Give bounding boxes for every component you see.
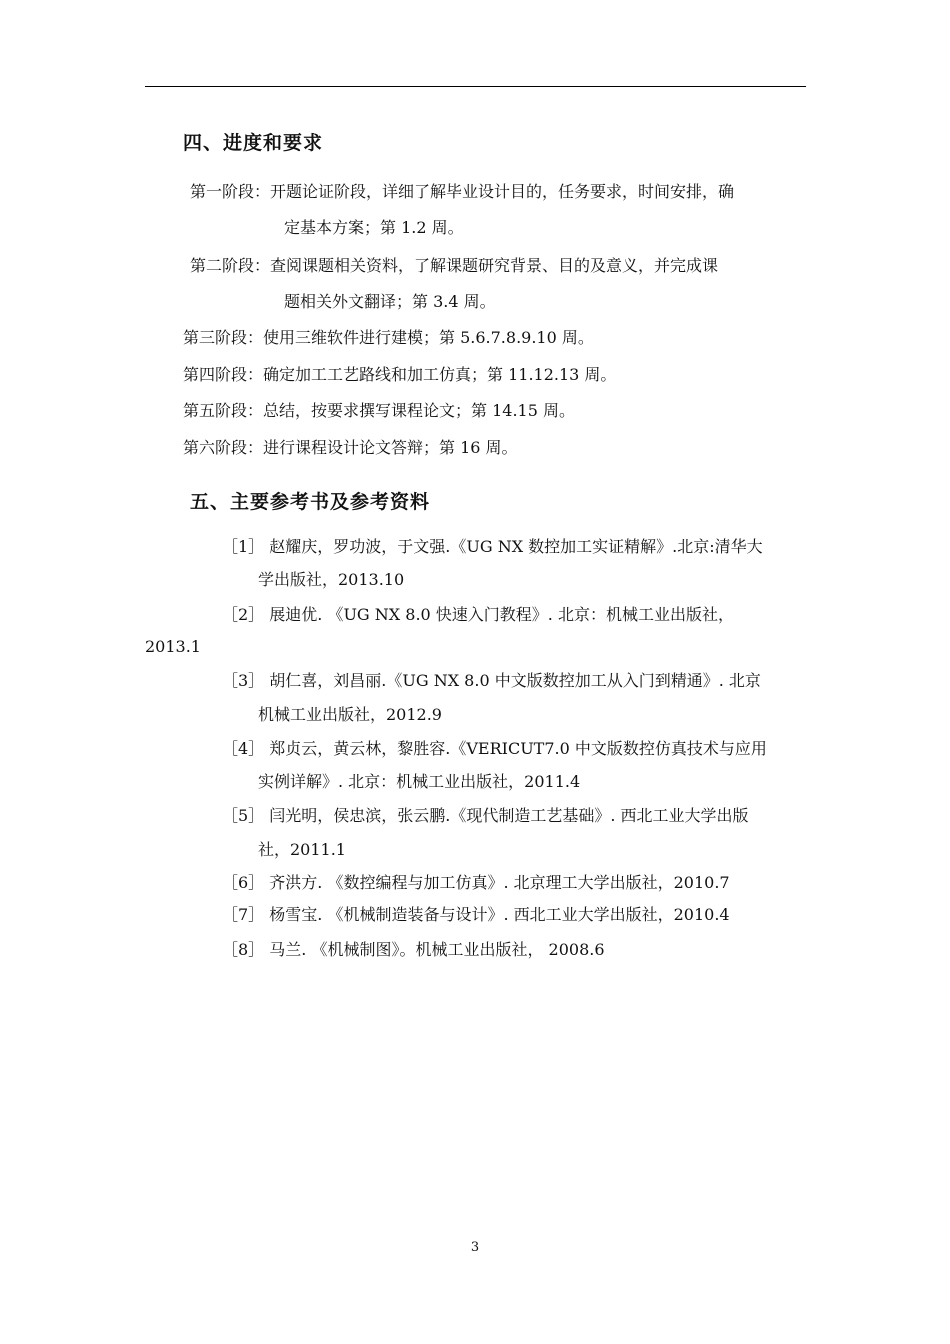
header-rule — [145, 86, 806, 87]
reference-line: ［2］ 展迪优. 《UG NX 8.0 快速入门教程》. 北京：机械工业出版社， — [222, 605, 734, 624]
schedule-line: 第五阶段：总结，按要求撰写课程论文；第 14.15 周。 — [183, 401, 575, 420]
schedule-line: 第二阶段：查阅课题相关资料，了解课题研究背景、目的及意义，并完成课 — [190, 256, 719, 275]
page-number: 3 — [470, 1240, 480, 1255]
section-4-title: 四、进度和要求 — [183, 132, 324, 154]
reference-line: ［1］ 赵耀庆，罗功波，于文强.《UG NX 数控加工实证精解》.北京:清华大 — [222, 537, 763, 556]
schedule-line: 定基本方案；第 1.2 周。 — [284, 218, 464, 237]
reference-line: ［4］ 郑贞云，黄云林，黎胜容.《VERICUT7.0 中文版数控仿真技术与应用 — [222, 739, 767, 758]
reference-line: ［8］ 马兰. 《机械制图》。机械工业出版社， 2008.6 — [222, 940, 605, 959]
schedule-line: 题相关外文翻译；第 3.4 周。 — [284, 292, 496, 311]
reference-line: 社，2011.1 — [258, 840, 346, 859]
reference-line: ［6］ 齐洪方. 《数控编程与加工仿真》. 北京理工大学出版社，2010.7 — [222, 873, 730, 892]
schedule-line: 第四阶段：确定加工工艺路线和加工仿真；第 11.12.13 周。 — [183, 365, 617, 384]
reference-line: 机械工业出版社，2012.9 — [258, 705, 442, 724]
schedule-line: 第三阶段：使用三维软件进行建模；第 5.6.7.8.9.10 周。 — [183, 328, 594, 347]
schedule-line: 第六阶段：进行课程设计论文答辩；第 16 周。 — [183, 438, 518, 457]
reference-line: 2013.1 — [145, 637, 201, 656]
reference-line: 实例详解》. 北京：机械工业出版社，2011.4 — [258, 772, 581, 791]
schedule-line: 第一阶段：开题论证阶段，详细了解毕业设计目的，任务要求，时间安排，确 — [190, 182, 735, 201]
reference-line: ［7］ 杨雪宝. 《机械制造装备与设计》. 西北工业大学出版社，2010.4 — [222, 905, 730, 924]
reference-line: ［3］ 胡仁喜，刘昌丽.《UG NX 8.0 中文版数控加工从入门到精通》. 北京 — [222, 671, 761, 690]
section-5-title: 五、主要参考书及参考资料 — [190, 491, 431, 513]
reference-line: ［5］ 闫光明，侯忠滨，张云鹏.《现代制造工艺基础》. 西北工业大学出版 — [222, 806, 749, 825]
reference-line: 学出版社，2013.10 — [258, 570, 405, 589]
